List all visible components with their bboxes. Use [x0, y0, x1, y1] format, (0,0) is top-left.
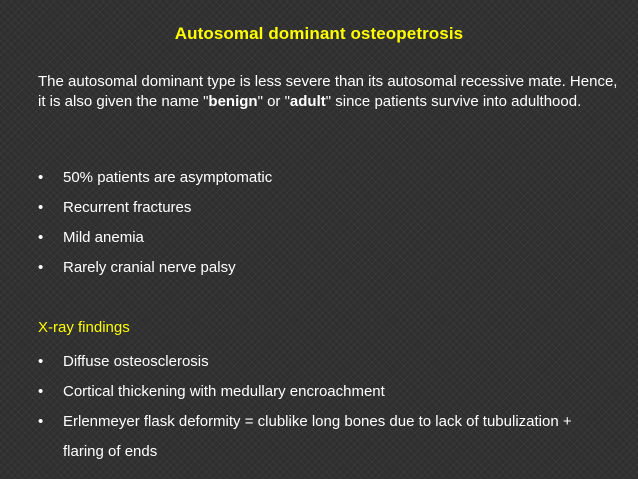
xray-findings-heading: X-ray findings — [38, 319, 130, 336]
feature-text: Recurrent fractures — [63, 199, 192, 216]
feature-text: Mild anemia — [63, 229, 144, 246]
bullet-icon: • — [38, 169, 44, 186]
xray-finding-text: Diffuse osteosclerosis — [63, 353, 209, 370]
list-item — [38, 198, 272, 228]
bullet-icon: • — [38, 413, 44, 430]
xray-finding-text: Erlenmeyer flask deformity = clublike long bones due to lack of tubulization + flaring of ends — [63, 413, 572, 460]
bullet-icon: • — [38, 229, 44, 246]
intro-bold-adult: adult — [289, 93, 326, 110]
intro-paragraph — [38, 72, 618, 112]
bullet-icon: • — [38, 353, 44, 370]
list-item — [38, 377, 598, 407]
xray-finding-text: Cortical thickening with medullary encroachment — [63, 383, 385, 400]
intro-text-3: " since patients survive into adulthood. — [325, 93, 582, 110]
bullet-icon: • — [38, 199, 44, 216]
feature-text: Rarely cranial nerve palsy — [63, 259, 236, 276]
list-item — [38, 407, 598, 467]
intro-text-1: The autosomal dominant type is less severe than its autosomal recessive mate. Hence, it is also given the name " — [38, 73, 618, 110]
list-item — [38, 347, 598, 377]
features-list — [38, 168, 272, 288]
bullet-icon: • — [38, 383, 44, 400]
list-item — [38, 228, 272, 258]
list-item — [38, 258, 272, 288]
bullet-icon: • — [38, 259, 44, 276]
slide-title: Autosomal dominant osteopetrosis — [174, 24, 464, 43]
list-item — [38, 168, 272, 198]
feature-text: 50% patients are asymptomatic — [63, 169, 273, 186]
intro-text-2: " or " — [257, 93, 290, 110]
intro-bold-benign: benign — [208, 93, 258, 110]
xray-findings-list — [38, 347, 598, 467]
